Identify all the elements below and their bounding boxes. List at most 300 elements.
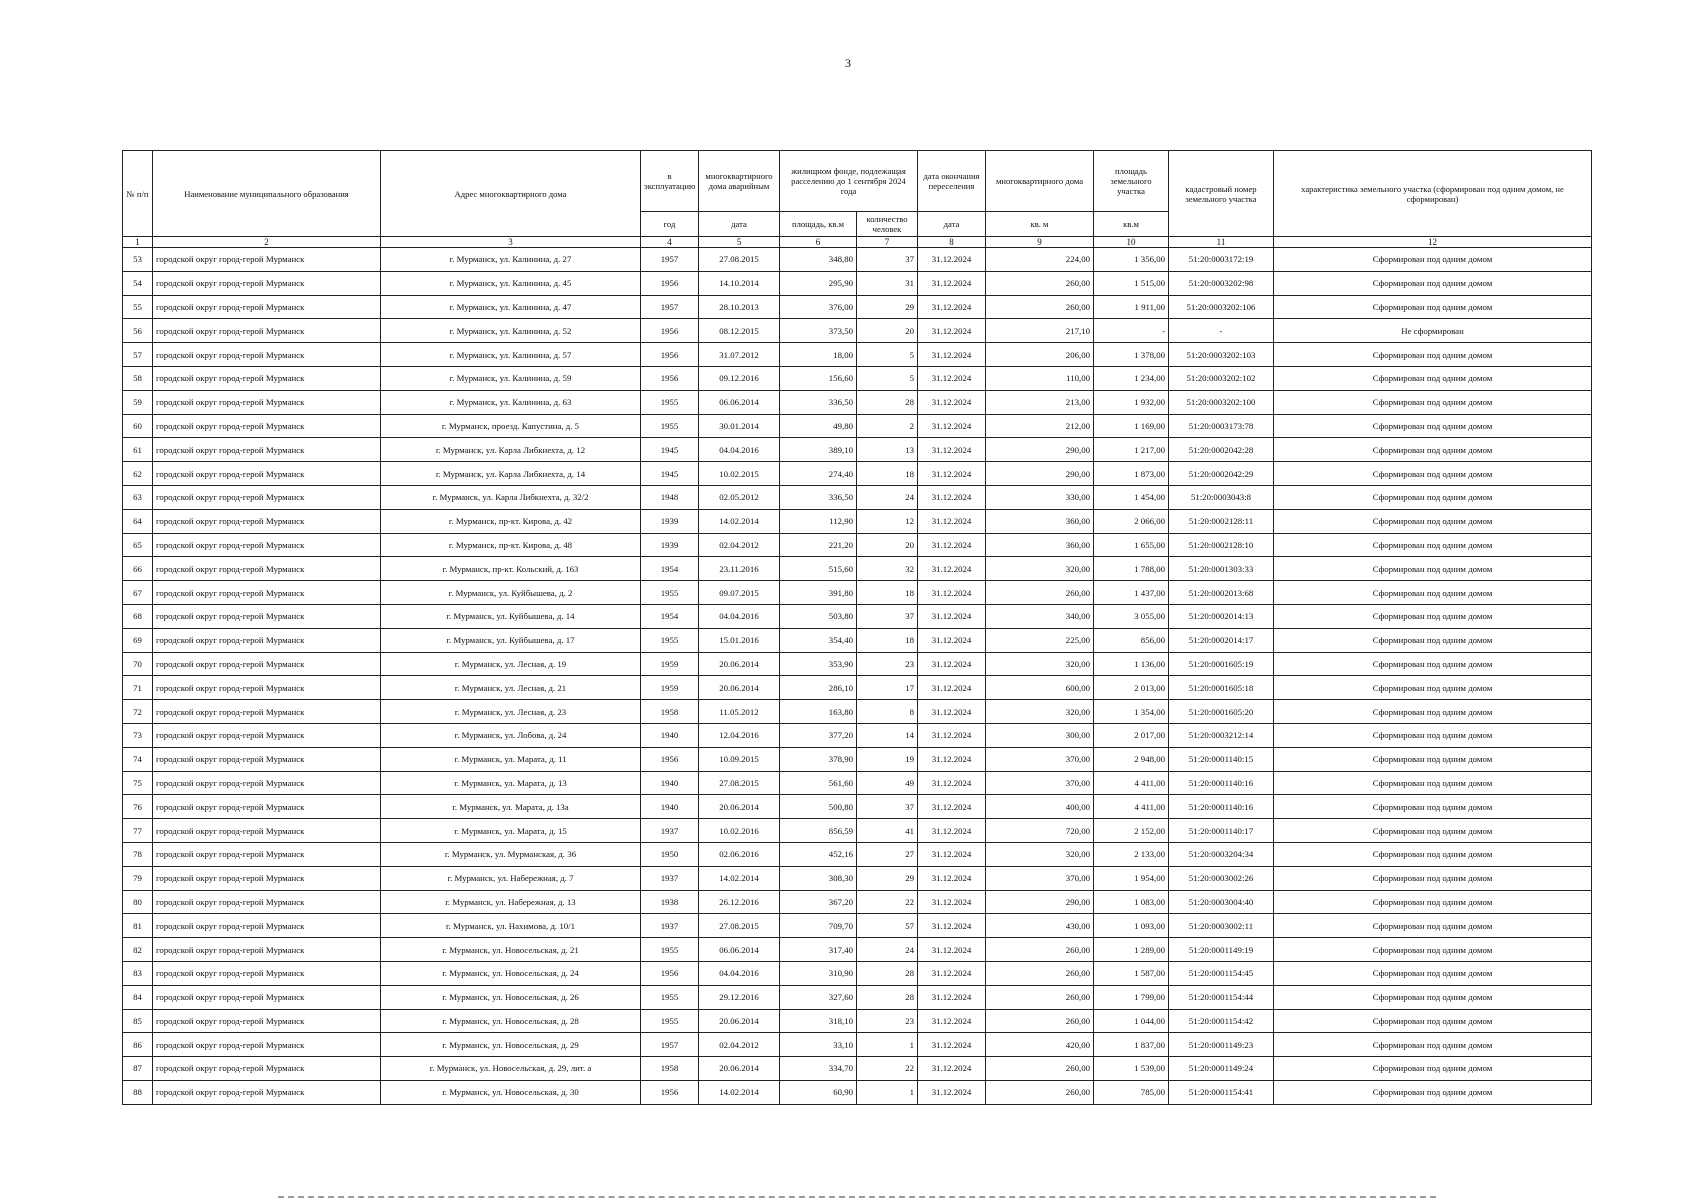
row-number: 82 — [123, 938, 153, 962]
people-cell: 41 — [857, 819, 918, 843]
people-cell: 28 — [857, 390, 918, 414]
municipality-cell: городской округ город-герой Мурманск — [153, 628, 381, 652]
year-cell: 1956 — [641, 961, 699, 985]
people-cell: 37 — [857, 604, 918, 628]
end-date-cell: 31.12.2024 — [918, 914, 986, 938]
date-cell: 14.10.2014 — [699, 271, 780, 295]
house-area-cell: 320,00 — [986, 557, 1094, 581]
house-area-cell: 330,00 — [986, 485, 1094, 509]
area-cell: 336,50 — [780, 485, 857, 509]
people-cell: 57 — [857, 914, 918, 938]
table-row — [123, 842, 1592, 866]
address-cell: г. Мурманск, ул. Новосельская, д. 26 — [381, 985, 641, 1009]
row-number: 81 — [123, 914, 153, 938]
people-cell: 29 — [857, 295, 918, 319]
house-area-cell: 320,00 — [986, 700, 1094, 724]
end-date-cell: 31.12.2024 — [918, 485, 986, 509]
row-number: 78 — [123, 842, 153, 866]
table-row — [123, 604, 1592, 628]
land-char-cell: Сформирован под одним домом — [1274, 1057, 1592, 1081]
people-cell: 27 — [857, 842, 918, 866]
area-cell: 353,90 — [780, 652, 857, 676]
area-cell: 334,70 — [780, 1057, 857, 1081]
land-area-cell: 1 217,00 — [1094, 438, 1169, 462]
house-area-cell: 400,00 — [986, 795, 1094, 819]
end-date-cell: 31.12.2024 — [918, 343, 986, 367]
municipality-cell: городской округ город-герой Мурманск — [153, 485, 381, 509]
municipality-cell: городской округ город-герой Мурманск — [153, 1009, 381, 1033]
address-cell: г. Мурманск, ул. Марата, д. 13 — [381, 771, 641, 795]
house-area-cell: 290,00 — [986, 438, 1094, 462]
municipality-cell: городской округ город-герой Мурманск — [153, 819, 381, 843]
cadastral-cell: 51:20:0001140:16 — [1169, 795, 1274, 819]
address-cell: г. Мурманск, ул. Марата, д. 15 — [381, 819, 641, 843]
column-number: 3 — [381, 237, 641, 248]
land-area-cell: 856,00 — [1094, 628, 1169, 652]
table-row — [123, 343, 1592, 367]
land-area-cell: - — [1094, 319, 1169, 343]
table-row — [123, 295, 1592, 319]
end-date-cell: 31.12.2024 — [918, 628, 986, 652]
land-area-cell: 1 083,00 — [1094, 890, 1169, 914]
date-cell: 10.02.2016 — [699, 819, 780, 843]
column-number: 5 — [699, 237, 780, 248]
land-area-cell: 4 411,00 — [1094, 795, 1169, 819]
year-cell: 1955 — [641, 581, 699, 605]
cadastral-cell: 51:20:0003002:26 — [1169, 866, 1274, 890]
table-row — [123, 676, 1592, 700]
end-date-cell: 31.12.2024 — [918, 961, 986, 985]
area-cell: 709,70 — [780, 914, 857, 938]
date-cell: 10.09.2015 — [699, 747, 780, 771]
land-area-cell: 2 013,00 — [1094, 676, 1169, 700]
people-cell: 19 — [857, 747, 918, 771]
address-cell: г. Мурманск, ул. Куйбышева, д. 14 — [381, 604, 641, 628]
address-cell: г. Мурманск, ул. Марата, д. 13а — [381, 795, 641, 819]
date-cell: 31.07.2012 — [699, 343, 780, 367]
year-cell: 1950 — [641, 842, 699, 866]
land-area-cell: 1 539,00 — [1094, 1057, 1169, 1081]
land-char-cell: Сформирован под одним домом — [1274, 462, 1592, 486]
row-number: 73 — [123, 723, 153, 747]
land-char-cell: Сформирован под одним домом — [1274, 723, 1592, 747]
date-cell: 20.06.2014 — [699, 1009, 780, 1033]
address-cell: г. Мурманск, ул. Лесная, д. 23 — [381, 700, 641, 724]
date-cell: 20.06.2014 — [699, 1057, 780, 1081]
table-row — [123, 914, 1592, 938]
land-area-cell: 1 454,00 — [1094, 485, 1169, 509]
end-date-cell: 31.12.2024 — [918, 842, 986, 866]
address-cell: г. Мурманск, ул. Лесная, д. 19 — [381, 652, 641, 676]
end-date-cell: 31.12.2024 — [918, 1009, 986, 1033]
table-header — [123, 151, 1592, 248]
date-cell: 10.02.2015 — [699, 462, 780, 486]
area-cell: 391,80 — [780, 581, 857, 605]
land-char-cell: Сформирован под одним домом — [1274, 1033, 1592, 1057]
table-row — [123, 700, 1592, 724]
land-area-cell: 1 169,00 — [1094, 414, 1169, 438]
people-cell: 20 — [857, 533, 918, 557]
land-char-cell: Сформирован под одним домом — [1274, 700, 1592, 724]
cadastral-cell: 51:20:0003173:78 — [1169, 414, 1274, 438]
land-area-cell: 2 152,00 — [1094, 819, 1169, 843]
house-area-cell: 430,00 — [986, 914, 1094, 938]
land-area-cell: 2 017,00 — [1094, 723, 1169, 747]
table-row — [123, 248, 1592, 272]
cadastral-cell: 51:20:0001140:17 — [1169, 819, 1274, 843]
land-area-cell: 1 655,00 — [1094, 533, 1169, 557]
house-area-cell: 290,00 — [986, 890, 1094, 914]
land-char-cell: Сформирован под одним домом — [1274, 509, 1592, 533]
year-cell: 1958 — [641, 1057, 699, 1081]
house-area-cell: 320,00 — [986, 652, 1094, 676]
address-cell: г. Мурманск, ул. Калинина, д. 63 — [381, 390, 641, 414]
area-cell: 378,90 — [780, 747, 857, 771]
area-cell: 348,80 — [780, 248, 857, 272]
land-area-cell: 785,00 — [1094, 1080, 1169, 1104]
row-number: 79 — [123, 866, 153, 890]
address-cell: г. Мурманск, ул. Лобова, д. 24 — [381, 723, 641, 747]
address-cell: г. Мурманск, пр-кт. Кольский, д. 163 — [381, 557, 641, 581]
land-char-cell: Сформирован под одним домом — [1274, 414, 1592, 438]
year-cell: 1956 — [641, 747, 699, 771]
column-number: 10 — [1094, 237, 1169, 248]
row-number: 87 — [123, 1057, 153, 1081]
land-char-cell: Сформирован под одним домом — [1274, 390, 1592, 414]
address-cell: г. Мурманск, ул. Лесная, д. 21 — [381, 676, 641, 700]
land-char-cell: Сформирован под одним домом — [1274, 581, 1592, 605]
end-date-cell: 31.12.2024 — [918, 509, 986, 533]
cadastral-cell: 51:20:0003212:14 — [1169, 723, 1274, 747]
year-cell: 1955 — [641, 938, 699, 962]
year-cell: 1945 — [641, 462, 699, 486]
subheader-kvm: кв. м — [986, 212, 1094, 237]
date-cell: 06.06.2014 — [699, 938, 780, 962]
house-area-cell: 213,00 — [986, 390, 1094, 414]
address-cell: г. Мурманск, пр-кт. Кирова, д. 42 — [381, 509, 641, 533]
date-cell: 02.05.2012 — [699, 485, 780, 509]
cadastral-cell: 51:20:0001154:42 — [1169, 1009, 1274, 1033]
year-cell: 1954 — [641, 557, 699, 581]
land-area-cell: 2 133,00 — [1094, 842, 1169, 866]
area-cell: 503,80 — [780, 604, 857, 628]
municipality-cell: городской округ город-герой Мурманск — [153, 248, 381, 272]
address-cell: г. Мурманск, ул. Калинина, д. 52 — [381, 319, 641, 343]
municipality-cell: городской округ город-герой Мурманск — [153, 438, 381, 462]
end-date-cell: 31.12.2024 — [918, 248, 986, 272]
row-number: 55 — [123, 295, 153, 319]
date-cell: 30.01.2014 — [699, 414, 780, 438]
cadastral-cell: 51:20:0003202:102 — [1169, 366, 1274, 390]
land-area-cell: 1 799,00 — [1094, 985, 1169, 1009]
area-cell: 317,40 — [780, 938, 857, 962]
area-cell: 354,40 — [780, 628, 857, 652]
municipality-cell: городской округ город-герой Мурманск — [153, 938, 381, 962]
year-cell: 1939 — [641, 509, 699, 533]
municipality-cell: городской округ город-герой Мурманск — [153, 533, 381, 557]
date-cell: 27.08.2015 — [699, 914, 780, 938]
cadastral-cell: 51:20:0003043:8 — [1169, 485, 1274, 509]
header-municipality: Наименование муниципального образования — [153, 151, 381, 237]
year-cell: 1955 — [641, 628, 699, 652]
header-end: дата окончания переселения — [918, 151, 986, 212]
house-area-cell: 320,00 — [986, 842, 1094, 866]
year-cell: 1948 — [641, 485, 699, 509]
cadastral-cell: - — [1169, 319, 1274, 343]
date-cell: 20.06.2014 — [699, 652, 780, 676]
land-area-cell: 1 954,00 — [1094, 866, 1169, 890]
year-cell: 1940 — [641, 723, 699, 747]
land-area-cell: 1 837,00 — [1094, 1033, 1169, 1057]
address-cell: г. Мурманск, ул. Калинина, д. 27 — [381, 248, 641, 272]
area-cell: 373,50 — [780, 319, 857, 343]
date-cell: 23.11.2016 — [699, 557, 780, 581]
end-date-cell: 31.12.2024 — [918, 438, 986, 462]
year-cell: 1956 — [641, 1080, 699, 1104]
table-row — [123, 1080, 1592, 1104]
area-cell: 856,59 — [780, 819, 857, 843]
land-char-cell: Сформирован под одним домом — [1274, 890, 1592, 914]
table-row — [123, 1033, 1592, 1057]
table-row — [123, 819, 1592, 843]
row-number: 59 — [123, 390, 153, 414]
land-char-cell: Сформирован под одним домом — [1274, 842, 1592, 866]
end-date-cell: 31.12.2024 — [918, 819, 986, 843]
subheader-kvm-land: кв.м — [1094, 212, 1169, 237]
land-area-cell: 1 093,00 — [1094, 914, 1169, 938]
people-cell: 24 — [857, 938, 918, 962]
area-cell: 377,20 — [780, 723, 857, 747]
municipality-cell: городской округ город-герой Мурманск — [153, 366, 381, 390]
date-cell: 04.04.2016 — [699, 438, 780, 462]
cadastral-cell: 51:20:0001149:23 — [1169, 1033, 1274, 1057]
house-area-cell: 260,00 — [986, 961, 1094, 985]
municipality-cell: городской округ город-герой Мурманск — [153, 914, 381, 938]
year-cell: 1940 — [641, 795, 699, 819]
cadastral-cell: 51:20:0001154:41 — [1169, 1080, 1274, 1104]
municipality-cell: городской округ город-герой Мурманск — [153, 985, 381, 1009]
header-commissioned: в эксплуатацию — [641, 151, 699, 212]
address-cell: г. Мурманск, ул. Набережная, д. 13 — [381, 890, 641, 914]
land-char-cell: Сформирован под одним домом — [1274, 985, 1592, 1009]
house-area-cell: 260,00 — [986, 1009, 1094, 1033]
cadastral-cell: 51:20:0001149:19 — [1169, 938, 1274, 962]
land-char-cell: Сформирован под одним домом — [1274, 819, 1592, 843]
land-char-cell: Сформирован под одним домом — [1274, 938, 1592, 962]
row-number: 64 — [123, 509, 153, 533]
people-cell: 1 — [857, 1033, 918, 1057]
date-cell: 29.12.2016 — [699, 985, 780, 1009]
end-date-cell: 31.12.2024 — [918, 366, 986, 390]
house-area-cell: 110,00 — [986, 366, 1094, 390]
table-row — [123, 723, 1592, 747]
resettlement-table — [122, 150, 1592, 1105]
people-cell: 1 — [857, 1080, 918, 1104]
land-char-cell: Сформирован под одним домом — [1274, 628, 1592, 652]
house-area-cell: 217,10 — [986, 319, 1094, 343]
people-cell: 31 — [857, 271, 918, 295]
cadastral-cell: 51:20:0002014:13 — [1169, 604, 1274, 628]
row-number: 77 — [123, 819, 153, 843]
house-area-cell: 260,00 — [986, 295, 1094, 319]
address-cell: г. Мурманск, ул. Нахимова, д. 10/1 — [381, 914, 641, 938]
area-cell: 389,10 — [780, 438, 857, 462]
land-area-cell: 1 354,00 — [1094, 700, 1169, 724]
date-cell: 15.01.2016 — [699, 628, 780, 652]
people-cell: 5 — [857, 343, 918, 367]
column-number: 8 — [918, 237, 986, 248]
land-char-cell: Сформирован под одним домом — [1274, 866, 1592, 890]
row-number: 88 — [123, 1080, 153, 1104]
date-cell: 02.04.2012 — [699, 1033, 780, 1057]
land-area-cell: 1 873,00 — [1094, 462, 1169, 486]
address-cell: г. Мурманск, ул. Новосельская, д. 29 — [381, 1033, 641, 1057]
land-area-cell: 1 437,00 — [1094, 581, 1169, 605]
date-cell: 02.06.2016 — [699, 842, 780, 866]
address-cell: г. Мурманск, проезд. Капустина, д. 5 — [381, 414, 641, 438]
end-date-cell: 31.12.2024 — [918, 1080, 986, 1104]
subheader-people: количество человек — [857, 212, 918, 237]
subheader-end-date: дата — [918, 212, 986, 237]
table-row — [123, 1057, 1592, 1081]
table-row — [123, 533, 1592, 557]
end-date-cell: 31.12.2024 — [918, 985, 986, 1009]
end-date-cell: 31.12.2024 — [918, 295, 986, 319]
house-area-cell: 360,00 — [986, 509, 1094, 533]
end-date-cell: 31.12.2024 — [918, 557, 986, 581]
table-row — [123, 890, 1592, 914]
people-cell: 37 — [857, 248, 918, 272]
table-row — [123, 438, 1592, 462]
cadastral-cell: 51:20:0003002:11 — [1169, 914, 1274, 938]
date-cell: 20.06.2014 — [699, 795, 780, 819]
address-cell: г. Мурманск, ул. Новосельская, д. 24 — [381, 961, 641, 985]
table-row — [123, 581, 1592, 605]
row-number: 84 — [123, 985, 153, 1009]
house-area-cell: 420,00 — [986, 1033, 1094, 1057]
area-cell: 33,10 — [780, 1033, 857, 1057]
cadastral-cell: 51:20:0002042:29 — [1169, 462, 1274, 486]
house-area-cell: 260,00 — [986, 581, 1094, 605]
year-cell: 1957 — [641, 1033, 699, 1057]
land-char-cell: Сформирован под одним домом — [1274, 771, 1592, 795]
house-area-cell: 370,00 — [986, 771, 1094, 795]
land-area-cell: 4 411,00 — [1094, 771, 1169, 795]
header-cadastral: кадастровый номер земельного участка — [1169, 151, 1274, 237]
municipality-cell: городской округ город-герой Мурманск — [153, 842, 381, 866]
cadastral-cell: 51:20:0003172:19 — [1169, 248, 1274, 272]
table-row — [123, 557, 1592, 581]
address-cell: г. Мурманск, ул. Новосельская, д. 29, лит. а — [381, 1057, 641, 1081]
area-cell: 60,90 — [780, 1080, 857, 1104]
land-char-cell: Сформирован под одним домом — [1274, 747, 1592, 771]
date-cell: 06.06.2014 — [699, 390, 780, 414]
address-cell: г. Мурманск, ул. Набережная, д. 7 — [381, 866, 641, 890]
municipality-cell: городской округ город-герой Мурманск — [153, 771, 381, 795]
area-cell: 156,60 — [780, 366, 857, 390]
year-cell: 1939 — [641, 533, 699, 557]
table-row — [123, 366, 1592, 390]
cadastral-cell: 51:20:0002014:17 — [1169, 628, 1274, 652]
land-char-cell: Сформирован под одним домом — [1274, 557, 1592, 581]
date-cell: 09.07.2015 — [699, 581, 780, 605]
table-row — [123, 509, 1592, 533]
address-cell: г. Мурманск, ул. Калинина, д. 59 — [381, 366, 641, 390]
municipality-cell: городской округ город-герой Мурманск — [153, 604, 381, 628]
cadastral-cell: 51:20:0001605:19 — [1169, 652, 1274, 676]
people-cell: 5 — [857, 366, 918, 390]
column-number: 12 — [1274, 237, 1592, 248]
land-char-cell: Сформирован под одним домом — [1274, 485, 1592, 509]
land-char-cell: Сформирован под одним домом — [1274, 604, 1592, 628]
house-area-cell: 260,00 — [986, 1057, 1094, 1081]
row-number: 86 — [123, 1033, 153, 1057]
land-area-cell: 1 911,00 — [1094, 295, 1169, 319]
land-area-cell: 3 055,00 — [1094, 604, 1169, 628]
row-number: 74 — [123, 747, 153, 771]
table-row — [123, 938, 1592, 962]
table-row — [123, 771, 1592, 795]
end-date-cell: 31.12.2024 — [918, 771, 986, 795]
land-char-cell: Сформирован под одним домом — [1274, 1009, 1592, 1033]
page-number: 3 — [845, 56, 851, 70]
year-cell: 1954 — [641, 604, 699, 628]
date-cell: 26.12.2016 — [699, 890, 780, 914]
cadastral-cell: 51:20:0001149:24 — [1169, 1057, 1274, 1081]
row-number: 71 — [123, 676, 153, 700]
end-date-cell: 31.12.2024 — [918, 866, 986, 890]
year-cell: 1937 — [641, 866, 699, 890]
address-cell: г. Мурманск, ул. Новосельская, д. 21 — [381, 938, 641, 962]
date-cell: 02.04.2012 — [699, 533, 780, 557]
row-number: 72 — [123, 700, 153, 724]
municipality-cell: городской округ город-герой Мурманск — [153, 295, 381, 319]
year-cell: 1956 — [641, 366, 699, 390]
column-number: 6 — [780, 237, 857, 248]
house-area-cell: 206,00 — [986, 343, 1094, 367]
subheader-area: площадь, кв.м — [780, 212, 857, 237]
municipality-cell: городской округ город-герой Мурманск — [153, 319, 381, 343]
year-cell: 1955 — [641, 1009, 699, 1033]
house-area-cell: 225,00 — [986, 628, 1094, 652]
land-area-cell: 2 948,00 — [1094, 747, 1169, 771]
area-cell: 18,00 — [780, 343, 857, 367]
people-cell: 22 — [857, 890, 918, 914]
house-area-cell: 290,00 — [986, 462, 1094, 486]
municipality-cell: городской округ город-герой Мурманск — [153, 652, 381, 676]
row-number: 69 — [123, 628, 153, 652]
area-cell: 318,10 — [780, 1009, 857, 1033]
year-cell: 1940 — [641, 771, 699, 795]
row-number: 58 — [123, 366, 153, 390]
land-area-cell: 1 044,00 — [1094, 1009, 1169, 1033]
year-cell: 1937 — [641, 914, 699, 938]
year-cell: 1937 — [641, 819, 699, 843]
table-row — [123, 462, 1592, 486]
house-area-cell: 360,00 — [986, 533, 1094, 557]
land-area-cell: 1 932,00 — [1094, 390, 1169, 414]
area-cell: 49,80 — [780, 414, 857, 438]
row-number: 60 — [123, 414, 153, 438]
address-cell: г. Мурманск, ул. Новосельская, д. 30 — [381, 1080, 641, 1104]
people-cell: 2 — [857, 414, 918, 438]
address-cell: г. Мурманск, пр-кт. Кирова, д. 48 — [381, 533, 641, 557]
year-cell: 1956 — [641, 319, 699, 343]
municipality-cell: городской округ город-герой Мурманск — [153, 1057, 381, 1081]
people-cell: 23 — [857, 652, 918, 676]
land-area-cell: 1 289,00 — [1094, 938, 1169, 962]
date-cell: 11.05.2012 — [699, 700, 780, 724]
